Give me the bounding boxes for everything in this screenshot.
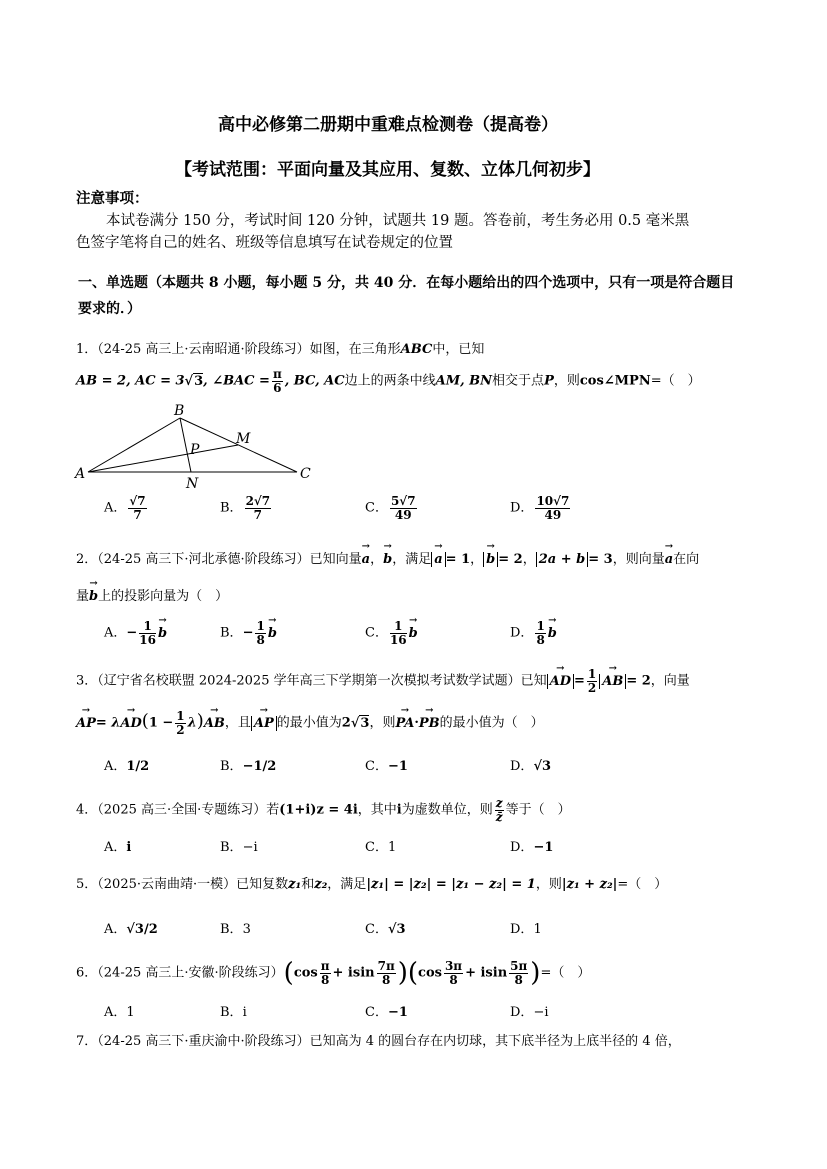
label-M: M <box>236 431 251 447</box>
q6-option-a[interactable]: A．1 <box>104 1005 135 1020</box>
q3-option-b[interactable]: B．−1/2 <box>220 759 277 774</box>
q1-option-c[interactable]: C． $\frac{5√7}{49}$ <box>365 494 416 522</box>
section-heading: 一、单选题（本题共 8 小题，每小题 5 分，共 40 分．在每小题给出的四个选项中，只有一项是符合题目 <box>78 275 735 291</box>
q1-option-a[interactable]: A． $\frac{√7}{7}$ <box>104 494 146 522</box>
q4-option-d[interactable]: D．−1 <box>510 840 554 855</box>
question-1-stem: 1．（24-25 高三上·云南昭通·阶段练习）如图，在三角形ABC中，已知 <box>76 342 485 357</box>
notice-label: 注意事项： <box>76 190 149 207</box>
q5-option-d[interactable]: D．1 <box>510 922 542 937</box>
question-1-condition: AB = 2, AC = 3√3, ∠BAC = $\frac{\pi}{6}$ , BC, AC边上的两条中线AM, BN相交于点P，则cos∠MPN=（ ） <box>76 367 701 395</box>
section-heading-cont: 要求的．） <box>78 301 141 317</box>
label-A: A <box>75 466 86 482</box>
q4-option-c[interactable]: C．1 <box>365 840 397 855</box>
exam-scope: 【考试范围：平面向量及其应用、复数、立体几何初步】 <box>175 160 600 180</box>
notice-line-2: 色签字笔将自己的姓名、班级等信息填写在试卷规定的位置 <box>76 235 453 251</box>
q2-option-b[interactable]: B．− $\frac{1}{8}$ → b <box>220 620 277 646</box>
q5-option-a[interactable]: A．√3/2 <box>104 922 158 937</box>
q3-option-d[interactable]: D．√3 <box>510 759 552 774</box>
q5-option-b[interactable]: B．3 <box>220 922 251 937</box>
triangle-figure <box>72 402 322 492</box>
q6-option-b[interactable]: B．i <box>220 1005 247 1020</box>
page-title: 高中必修第二册期中重难点检测卷（提高卷） <box>218 115 558 135</box>
question-3-stem: 3．（辽宁省名校联盟 2024-2025 学年高三下学期第一次模拟考试数学试题）已知→ AD = $\frac{1}{2}$ → AB = 2，向量 <box>76 668 690 694</box>
q4-option-a[interactable]: A．i <box>104 840 132 855</box>
q4-option-b[interactable]: B．−i <box>220 840 258 855</box>
q5-option-c[interactable]: C．√3 <box>365 922 406 937</box>
question-2-stem-cont: 量→ b上的投影向量为（ ） <box>76 585 228 604</box>
question-6-stem: 6．（24-25 高三上·安徽·阶段练习）(cos $\frac{\pi}{8}$ + isin $\frac{7\pi}{8}$ )(cos $\frac{3\pi}{8}$ + isin $\frac{5\pi}{8}$ )=（ ） <box>76 958 591 988</box>
notice-line-1: 本试卷满分 150 分，考试时间 120 分钟，试题共 19 题。答卷前，考生务必用 0.5 毫米黑 <box>106 213 690 229</box>
question-5-stem: 5．（2025·云南曲靖·一模）已知复数z₁和z₂，满足|z₁| = |z₂| = |z₁ − z₂| = 1，则|z₁ + z₂|=（ ） <box>76 877 668 892</box>
label-P: P <box>190 442 200 458</box>
label-B: B <box>174 403 185 419</box>
q2-option-d[interactable]: D． $\frac{1}{8}$ → b <box>510 620 557 646</box>
q3-option-a[interactable]: A．1/2 <box>104 759 150 774</box>
q1-option-b[interactable]: B． $\frac{2√7}{7}$ <box>220 494 271 522</box>
q3-option-c[interactable]: C．−1 <box>365 759 408 774</box>
question-7-stem: 7．（24-25 高三下·重庆渝中·阶段练习）已知高为 4 的圆台存在内切球，其下底半径为上底半径的 4 倍， <box>76 1034 681 1049</box>
q1-option-d[interactable]: D． $\frac{10√7}{49}$ <box>510 494 570 522</box>
label-C: C <box>300 466 311 482</box>
q6-option-c[interactable]: C．−1 <box>365 1005 408 1020</box>
q2-option-c[interactable]: C． $\frac{1}{16}$ → b <box>365 620 418 646</box>
q6-option-d[interactable]: D．−i <box>510 1005 549 1020</box>
question-2-stem: 2．（24-25 高三下·河北承德·阶段练习）已知向量→ a，→ b，满足→ a = 1，→ b = 2， 2a + b = 3，则向量→ a在向 <box>76 548 699 567</box>
q2-option-a[interactable]: A．− $\frac{1}{16}$ → b <box>104 620 167 646</box>
question-4-stem: 4．（2025 高三·全国·专题练习）若(1+i)z = 4i，其中i为虚数单位，则 $\frac{z}{z̄}$ 等于（ ） <box>76 796 571 824</box>
question-3-condition: → AP= λ→ AD(1 − $\frac{1}{2}$ λ)→ AB，且→ AP 的最小值为2√3，则→ PA·→ PB的最小值为（ ） <box>76 710 544 736</box>
label-N: N <box>186 476 199 492</box>
